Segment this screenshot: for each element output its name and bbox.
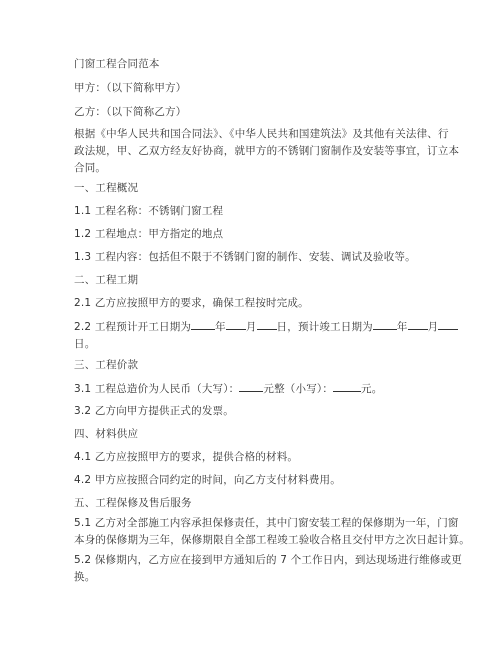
clause-1-1: 1.1 工程名称：不锈钢门窗工程 bbox=[74, 205, 224, 217]
start-year-blank bbox=[191, 318, 215, 330]
clause-4-1: 4.1 乙方应按照甲方的要求，提供合格的材料。 bbox=[74, 451, 299, 463]
amount-figures-blank bbox=[333, 380, 361, 392]
clause-2-2-line-2: 日。 bbox=[74, 338, 96, 350]
clause-2-2 bbox=[74, 318, 439, 353]
clause-5-1-line-2: 本身的保修期为三年，保修期限自全部工程竣工验收合格且交付甲方之次日起计算。 bbox=[74, 534, 470, 546]
section-4-heading: 四、材料供应 bbox=[74, 428, 139, 440]
preamble-line-2: 政法规，甲、乙双方经友好协商，就甲方的不锈钢门窗制作及安装等事宜，订立本 bbox=[74, 145, 460, 157]
end-year-blank bbox=[373, 318, 397, 330]
section-1-heading: 一、工程概况 bbox=[74, 182, 139, 194]
clause-5-1 bbox=[74, 515, 470, 549]
start-day-blank bbox=[257, 318, 277, 330]
start-month-blank bbox=[226, 318, 246, 330]
preamble-paragraph bbox=[74, 126, 460, 177]
section-3-heading: 三、工程价款 bbox=[74, 359, 139, 371]
end-month-blank bbox=[408, 318, 428, 330]
clause-3-2: 3.2 乙方向甲方提供正式的发票。 bbox=[74, 405, 234, 417]
end-day-blank bbox=[438, 318, 458, 330]
preamble-line-3: 合同。 bbox=[74, 162, 107, 174]
clause-5-1-line-1: 5.1 乙方对全部施工内容承担保修责任，其中门窗安装工程的保修期为一年，门窗 bbox=[74, 517, 459, 529]
clause-3-1: 3.1 工程总造价为人民币（大写）： 元整（小写）： 元。 bbox=[74, 380, 434, 398]
clause-5-2-line-2: 换。 bbox=[74, 571, 96, 583]
section-2-heading: 二、工程工期 bbox=[74, 274, 139, 286]
clause-2-2-line-1: 2.2 工程预计开工日期为 年 月 日，预计竣工日期为 年 月 bbox=[74, 318, 434, 336]
party-a-line: 甲方：（以下简称甲方） bbox=[74, 82, 187, 94]
section-5-heading: 五、工程保修及售后服务 bbox=[74, 497, 192, 509]
clause-4-2: 4.2 甲方应按照合同约定的时间，向乙方支付材料费用。 bbox=[74, 474, 341, 486]
document-title: 门窗工程合同范本 bbox=[74, 58, 160, 70]
clause-2-1: 2.1 乙方应按照甲方的要求，确保工程按时完成。 bbox=[74, 297, 309, 309]
clause-1-3: 1.3 工程内容：包括但不限于不锈钢门窗的制作、安装、调试及验收等。 bbox=[74, 251, 416, 263]
preamble-line-1: 根据《中华人民共和国合同法》、《中华人民共和国建筑法》及其他有关法律、行 bbox=[74, 128, 449, 140]
amount-words-blank bbox=[239, 380, 263, 392]
clause-5-2 bbox=[74, 552, 462, 586]
clause-5-2-line-1: 5.2 保修期内，乙方应在接到甲方通知后的 7 个工作日内，到达现场进行维修或更 bbox=[74, 554, 462, 566]
party-b-line: 乙方：（以下简称乙方） bbox=[74, 106, 187, 118]
clause-1-2: 1.2 工程地点：甲方指定的地点 bbox=[74, 228, 224, 240]
